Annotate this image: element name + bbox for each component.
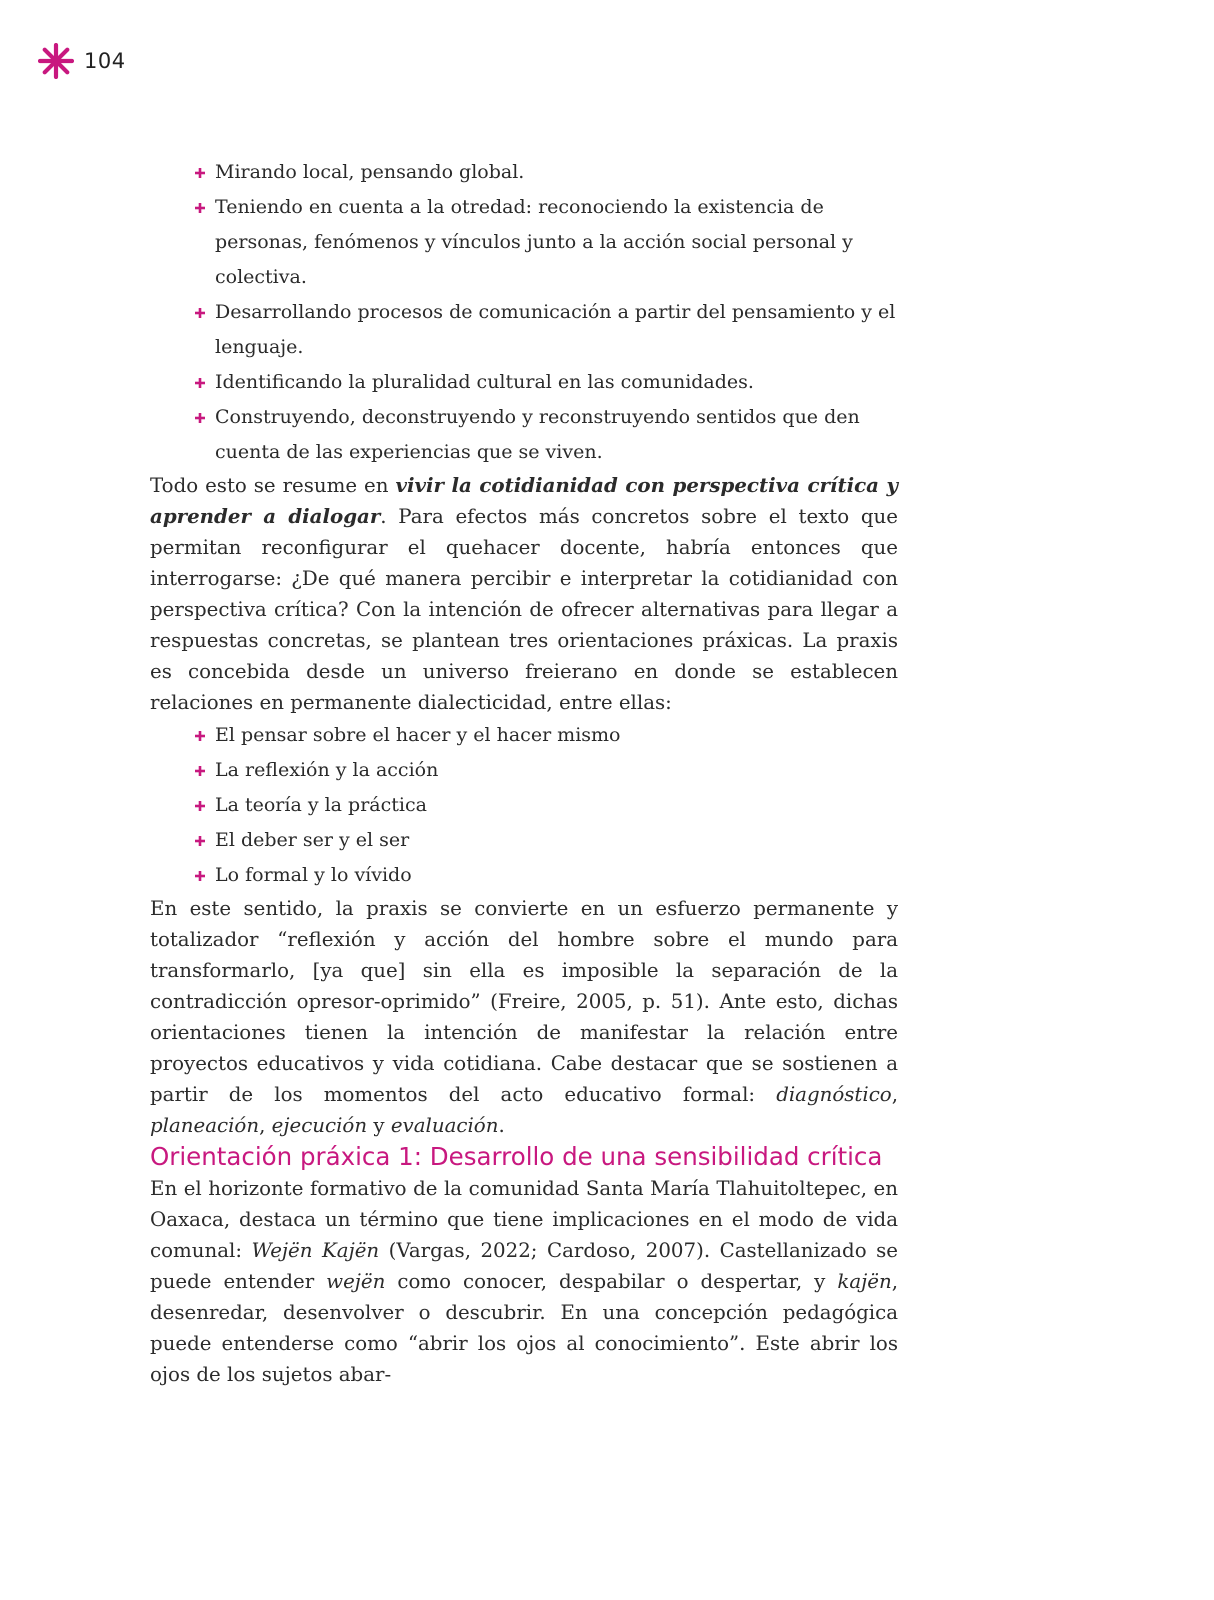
paragraph-text: y	[367, 1114, 391, 1137]
plus-bullet-icon	[194, 190, 208, 225]
plus-bullet-icon	[194, 400, 208, 435]
list-item-text: Teniendo en cuenta a la otredad: reconociendo la existencia de personas, fenómenos y vínculos junto a la acción social personal y colectiva.	[215, 196, 853, 288]
list-item-text: La reflexión y la acción	[215, 759, 439, 781]
paragraph-text: . Para efectos más concretos sobre el texto que permitan reconfigurar el quehacer docente, habría entonces que interrogarse: ¿De qué manera percibir e interpretar la cotidianidad con perspectiva crítica? Con la intención de ofrecer alternativas para llegar a respuestas concretas, se plantean tres orientaciones práxicas. La praxis es concebida desde un universo freierano en donde se establecen relaciones en permanente dialecticidad, entre ellas:	[150, 505, 898, 714]
page-content	[150, 155, 898, 1390]
emphasis-text: Wejën Kajën	[251, 1239, 380, 1262]
list-item-text: Lo formal y lo vívido	[215, 864, 412, 886]
emphasis-text: planeación	[150, 1114, 260, 1137]
emphasis-text: kajën	[837, 1270, 892, 1293]
paragraph-text: ,	[891, 1083, 898, 1106]
bullet-list-2	[194, 718, 898, 893]
list-item	[194, 295, 898, 365]
paragraph-text: , desenredar, desenvolver o descubrir. En una concepción pedagógica puede entenderse como “abrir los ojos al conocimiento”. Este abrir los ojos de los sujetos abar-	[150, 1270, 898, 1386]
paragraph-text: como conocer, despabilar o despertar, y	[385, 1270, 838, 1293]
list-item	[194, 823, 898, 858]
page-header	[38, 40, 126, 82]
list-item-text: Construyendo, deconstruyendo y reconstruyendo sentidos que den cuenta de las experiencias que se viven.	[215, 406, 860, 463]
emphasis-text: evaluación	[390, 1114, 499, 1137]
asterisk-star-icon	[38, 43, 74, 79]
list-item-text: El deber ser y el ser	[215, 829, 410, 851]
list-item	[194, 400, 898, 470]
emphasis-text: wejën	[326, 1270, 386, 1293]
list-item	[194, 365, 898, 400]
paragraph-praxis	[150, 893, 898, 1141]
plus-bullet-icon	[194, 788, 208, 823]
list-item	[194, 718, 898, 753]
list-item-text: Mirando local, pensando global.	[215, 161, 525, 183]
list-item	[194, 753, 898, 788]
paragraph-text: En este sentido, la praxis se convierte en un esfuerzo permanente y totalizador “reflexión y acción del hombre sobre el mundo para transformarlo, [ya que] sin ella es imposible la separación de la contradicción opresor-oprimido” (Freire, 2005, p. 51). Ante esto, dichas orientaciones tienen la intención de manifestar la relación entre proyectos educativos y vida cotidiana. Cabe destacar que se sostienen a partir de los momentos del acto educativo formal:	[150, 897, 898, 1106]
emphasis-text: ejecución	[271, 1114, 368, 1137]
emphasis-text: vivir la cotidianidad con perspectiva crítica y aprender a dialogar	[150, 473, 899, 528]
plus-bullet-icon	[194, 753, 208, 788]
emphasis-text: diagnóstico	[776, 1083, 892, 1106]
plus-bullet-icon	[194, 823, 208, 858]
paragraph-summary	[150, 470, 898, 718]
list-item-text: El pensar sobre el hacer y el hacer mismo	[215, 724, 621, 746]
list-item	[194, 788, 898, 823]
list-item-text: La teoría y la práctica	[215, 794, 427, 816]
paragraph-text: En el horizonte formativo de la comunidad Santa María Tlahuitoltepec, en Oaxaca, destaca un término que tiene implicaciones en el modo de vida comunal:	[150, 1177, 898, 1262]
list-item	[194, 155, 898, 190]
paragraph-text: (Vargas, 2022; Cardoso, 2007). Castellanizado se puede entender	[150, 1239, 898, 1293]
list-item	[194, 858, 898, 893]
paragraph-text: Todo esto se resume en	[150, 474, 396, 497]
section-heading: Orientación práxica 1: Desarrollo de una sensibilidad crítica	[150, 1142, 883, 1171]
plus-bullet-icon	[194, 295, 208, 330]
list-item-text: Identificando la pluralidad cultural en las comunidades.	[215, 371, 754, 393]
paragraph-text: .	[498, 1114, 505, 1137]
list-item-text: Desarrollando procesos de comunicación a partir del pensamiento y el lenguaje.	[215, 301, 896, 358]
plus-bullet-icon	[194, 718, 208, 753]
plus-bullet-icon	[194, 858, 208, 893]
plus-bullet-icon	[194, 365, 208, 400]
paragraph-horizon	[150, 1173, 898, 1390]
paragraph-text: ,	[259, 1114, 272, 1137]
plus-bullet-icon	[194, 155, 208, 190]
bullet-list-1	[194, 155, 898, 470]
page-number: 104	[84, 49, 126, 73]
list-item	[194, 190, 898, 295]
